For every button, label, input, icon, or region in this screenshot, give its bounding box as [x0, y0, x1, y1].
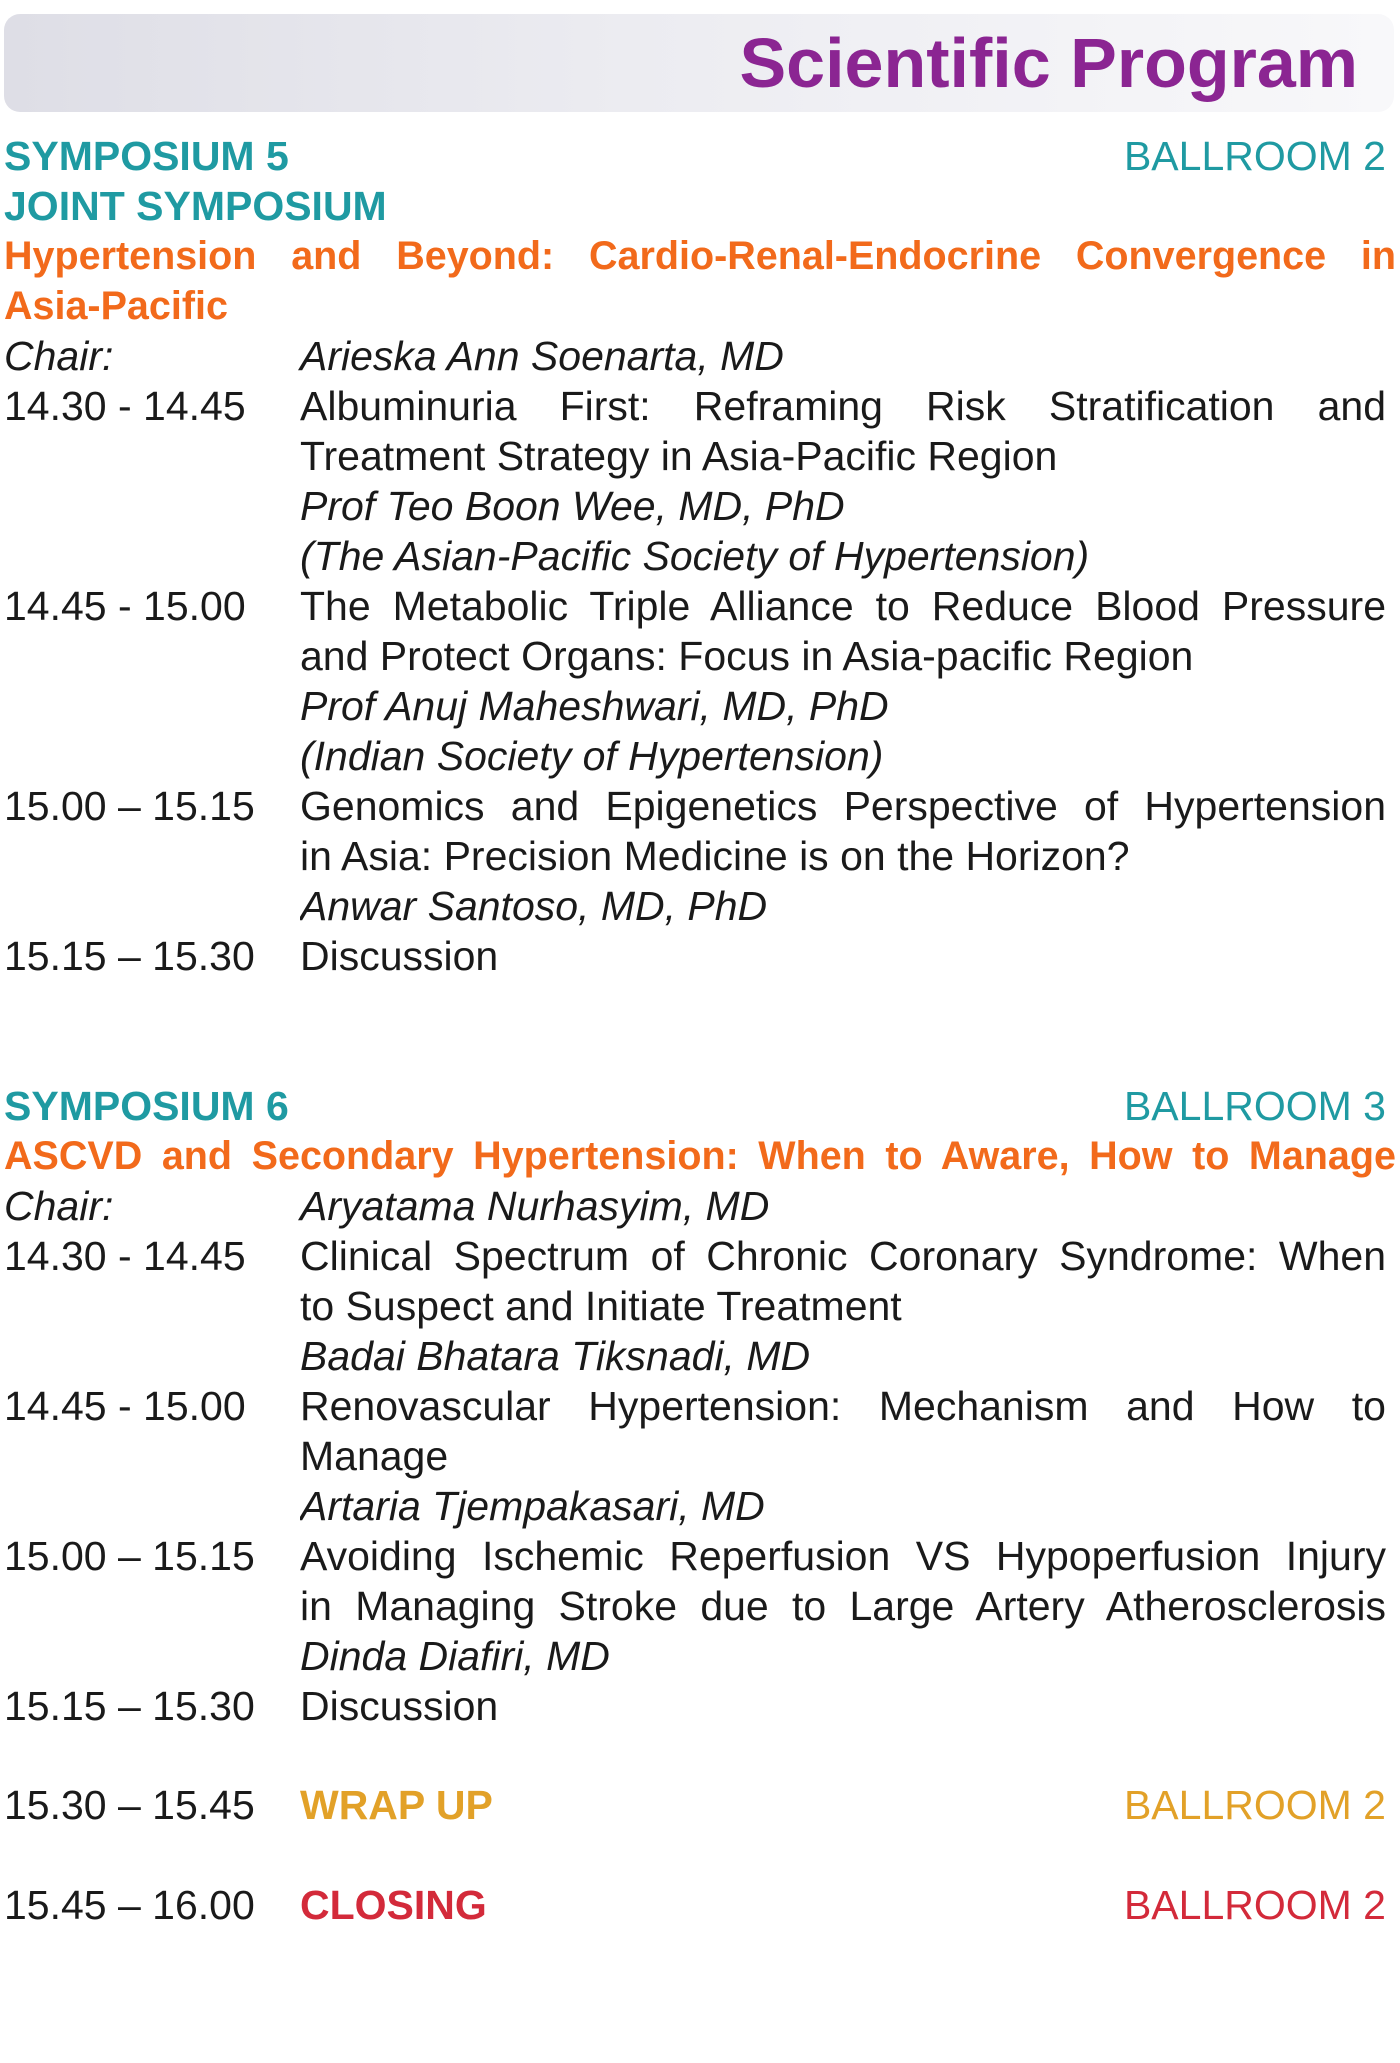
- session-row: [4, 381, 1396, 581]
- session-speaker: Prof Teo Boon Wee, MD, PhD: [300, 483, 845, 529]
- chair-name: Aryatama Nurhasyim, MD: [300, 1183, 770, 1229]
- closing-row: [4, 1880, 1396, 1930]
- session-content: [300, 1531, 1396, 1681]
- session-affiliation: (Indian Society of Hypertension): [300, 733, 884, 779]
- session-title-line: Manage: [300, 1433, 449, 1479]
- session-speaker: Artaria Tjempakasari, MD: [300, 1483, 765, 1529]
- symposium-title-line: Asia-Pacific: [4, 284, 228, 328]
- symposium-5-header: [4, 131, 1396, 181]
- room-label: BALLROOM 2: [1123, 1882, 1386, 1928]
- title-word: to: [1351, 1383, 1386, 1429]
- session-title-line: The Metabolic Triple Alliance to Reduce Blood Pressure: [300, 583, 1386, 629]
- session-content: [300, 781, 1396, 931]
- symposium-label: SYMPOSIUM 5: [4, 133, 289, 179]
- session-title-line: and Protect Organs: Focus in Asia-pacific Region: [300, 633, 1194, 679]
- wrap-up-row: [4, 1780, 1396, 1830]
- session-time: 15.30 – 15.45: [4, 1782, 255, 1828]
- session-speaker: Badai Bhatara Tiksnadi, MD: [300, 1333, 811, 1379]
- session-row: [4, 1531, 1396, 1681]
- session-title-line: in Asia: Precision Medicine is on the Horizon?: [300, 833, 1130, 879]
- session-title-line: Clinical Spectrum of Chronic Coronary Syndrome: When: [300, 1233, 1386, 1279]
- session-time: 15.00 – 15.15: [4, 1533, 255, 1579]
- session-content: [300, 1381, 1396, 1531]
- room-label: BALLROOM 2: [1123, 1782, 1386, 1828]
- session-time: 15.15 – 15.30: [4, 933, 255, 979]
- session-time: 14.45 - 15.00: [4, 583, 246, 629]
- session-time: 14.30 - 14.45: [4, 1233, 246, 1279]
- room-label: BALLROOM 3: [1123, 1083, 1386, 1129]
- chair-name: Arieska Ann Soenarta, MD: [300, 333, 784, 379]
- session-content: [300, 581, 1396, 781]
- title-word: Mechanism: [878, 1383, 1089, 1429]
- session-title-line: Albuminuria First: Reframing Risk Stratification and: [300, 383, 1386, 429]
- session-title-line: Discussion: [300, 1683, 499, 1729]
- symposium-6: [4, 1081, 1396, 1731]
- session-row: [4, 931, 1396, 981]
- title-word: How: [1232, 1383, 1315, 1429]
- symposium-label: SYMPOSIUM 6: [4, 1083, 289, 1129]
- symposium-title-line: Hypertension and Beyond: Cardio-Renal-Endocrine Convergence in: [4, 234, 1396, 278]
- session-time: 15.00 – 15.15: [4, 783, 255, 829]
- session-title-line: Avoiding Ischemic Reperfusion VS Hypoperfusion Injury: [300, 1533, 1386, 1579]
- symposium-subtitle: JOINT SYMPOSIUM: [4, 183, 387, 229]
- symposium-6-header: [4, 1081, 1396, 1131]
- page-title: Scientific Program: [739, 24, 1358, 102]
- session-title-line: in Managing Stroke due to Large Artery Atherosclerosis: [300, 1583, 1386, 1629]
- symposium-title-line: ASCVD and Secondary Hypertension: When to Aware, How to Manage: [4, 1134, 1396, 1178]
- session-row: [4, 1681, 1396, 1731]
- title-word: and: [1126, 1383, 1195, 1429]
- symposium-title: [4, 1131, 1396, 1181]
- session-row: [4, 1381, 1396, 1531]
- symposium-5: [4, 131, 1396, 981]
- session-row: [4, 581, 1396, 781]
- session-speaker: Prof Anuj Maheshwari, MD, PhD: [300, 683, 889, 729]
- room-label: BALLROOM 2: [1123, 133, 1386, 179]
- session-content: [300, 1681, 1396, 1731]
- wrap-up-label: WRAP UP: [300, 1782, 493, 1828]
- title-word: Renovascular: [300, 1383, 551, 1429]
- chair-label: Chair:: [4, 1183, 114, 1229]
- session-title-line: Genomics and Epigenetics Perspective of Hypertension: [300, 783, 1386, 829]
- chair-label: Chair:: [4, 333, 114, 379]
- closing-label: CLOSING: [300, 1882, 487, 1928]
- session-affiliation: (The Asian-Pacific Society of Hypertension): [300, 533, 1090, 579]
- title-word: Hypertension:: [588, 1383, 842, 1429]
- session-content: [300, 381, 1396, 581]
- session-time: 14.45 - 15.00: [4, 1383, 246, 1429]
- chair-row: [4, 331, 1396, 381]
- session-title-line: to Suspect and Initiate Treatment: [300, 1283, 902, 1329]
- session-time: 14.30 - 14.45: [4, 383, 246, 429]
- session-title-line: Treatment Strategy in Asia-Pacific Region: [300, 433, 1058, 479]
- session-speaker: Anwar Santoso, MD, PhD: [300, 883, 768, 929]
- session-title-line: Discussion: [300, 933, 499, 979]
- symposium-title: [4, 231, 1396, 331]
- session-time: 15.45 – 16.00: [4, 1882, 255, 1928]
- session-title-line: [300, 1381, 1386, 1431]
- session-row: [4, 1231, 1396, 1381]
- session-row: [4, 781, 1396, 931]
- session-time: 15.15 – 15.30: [4, 1683, 255, 1729]
- session-speaker: Dinda Diafiri, MD: [300, 1633, 610, 1679]
- session-content: [300, 1231, 1396, 1381]
- session-content: [300, 931, 1396, 981]
- chair-row: [4, 1181, 1396, 1231]
